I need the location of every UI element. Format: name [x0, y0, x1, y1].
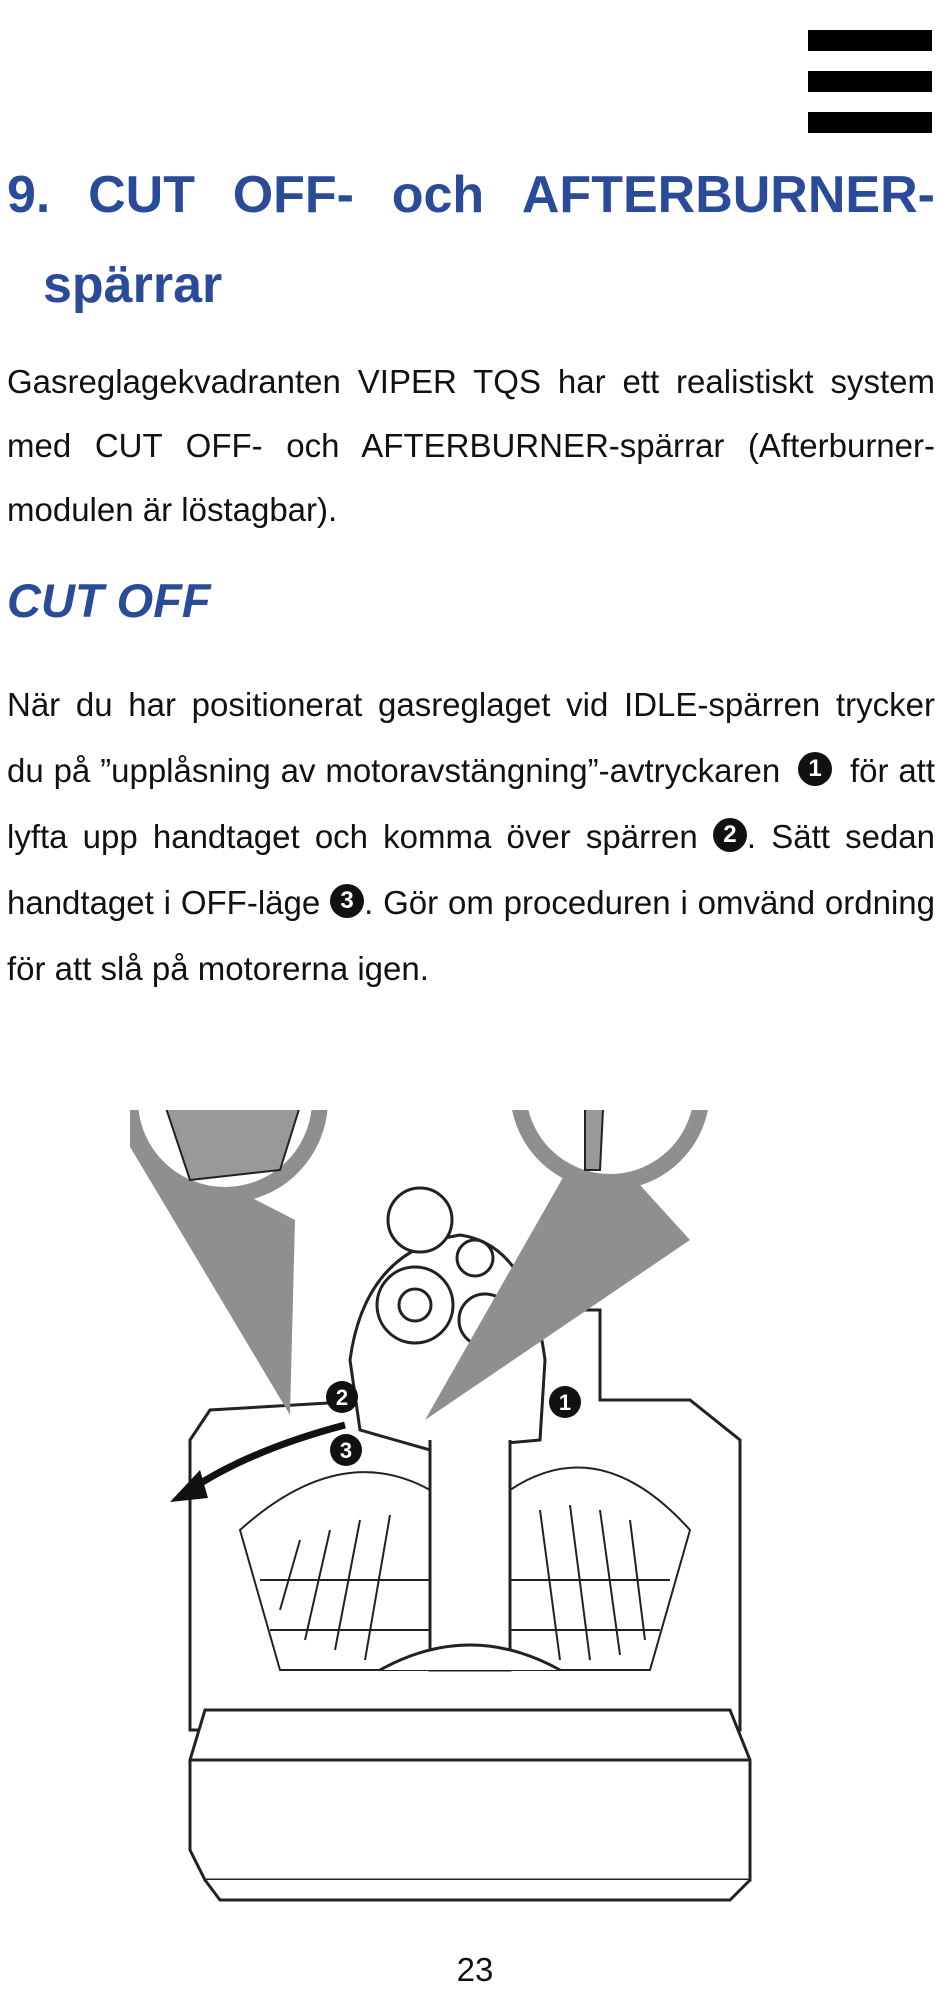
step-marker-2: 2 — [713, 818, 747, 852]
cut-off-text-3: . Sätt sedan handtaget i OFF-läge — [7, 818, 935, 921]
cut-off-text-4: . — [364, 884, 374, 921]
title-word: AFTERBURNER- — [521, 166, 935, 224]
zoom-right — [518, 1110, 702, 1182]
cut-off-text-5: Gör om proceduren i omvänd ordning för att slå på motorerna igen. — [7, 884, 936, 987]
title-word: CUT — [88, 166, 195, 224]
title-word: 9. — [7, 166, 51, 224]
page-number: 23 — [456, 1951, 494, 1988]
illustration-marker-2-label: 2 — [335, 1385, 349, 1410]
cut-off-heading: CUT OFF — [7, 574, 211, 627]
hamburger-menu-icon[interactable] — [808, 30, 932, 134]
title-line-2: spärrar — [43, 256, 223, 314]
illustration-marker-1-label: 1 — [558, 1390, 572, 1415]
intro-paragraph: Gasreglagekvadranten VIPER TQS har ett realistiskt system med CUT OFF- och AFTERBURNER-spärrar (Afterburner-modulen är löstagbar). — [7, 363, 935, 528]
title-word: och — [391, 166, 485, 224]
illustration-marker-3-label: 3 — [339, 1438, 353, 1463]
cut-off-text-1: När du har positionerat gasreglaget vid IDLE-spärren trycker du på ”upplåsning av motoravstängning”-avtryckaren — [7, 686, 935, 789]
illustration-marker-1 — [549, 1386, 581, 1418]
cut-off-text-2: för att lyfta upp handtaget och komma över spärren — [7, 752, 936, 855]
illustration-marker-3 — [330, 1434, 362, 1466]
menu-bar — [808, 112, 932, 133]
step-marker-3: 3 — [330, 884, 364, 918]
cut-off-paragraph — [7, 672, 935, 1002]
menu-bar — [808, 71, 932, 92]
illustration-marker-2 — [326, 1381, 358, 1413]
page-title — [7, 150, 935, 330]
title-line-1 — [7, 150, 935, 240]
throttle-illustration — [130, 1110, 810, 1910]
step-marker-1: 1 — [798, 752, 832, 786]
menu-bar — [808, 30, 932, 51]
title-word: OFF- — [232, 166, 354, 224]
